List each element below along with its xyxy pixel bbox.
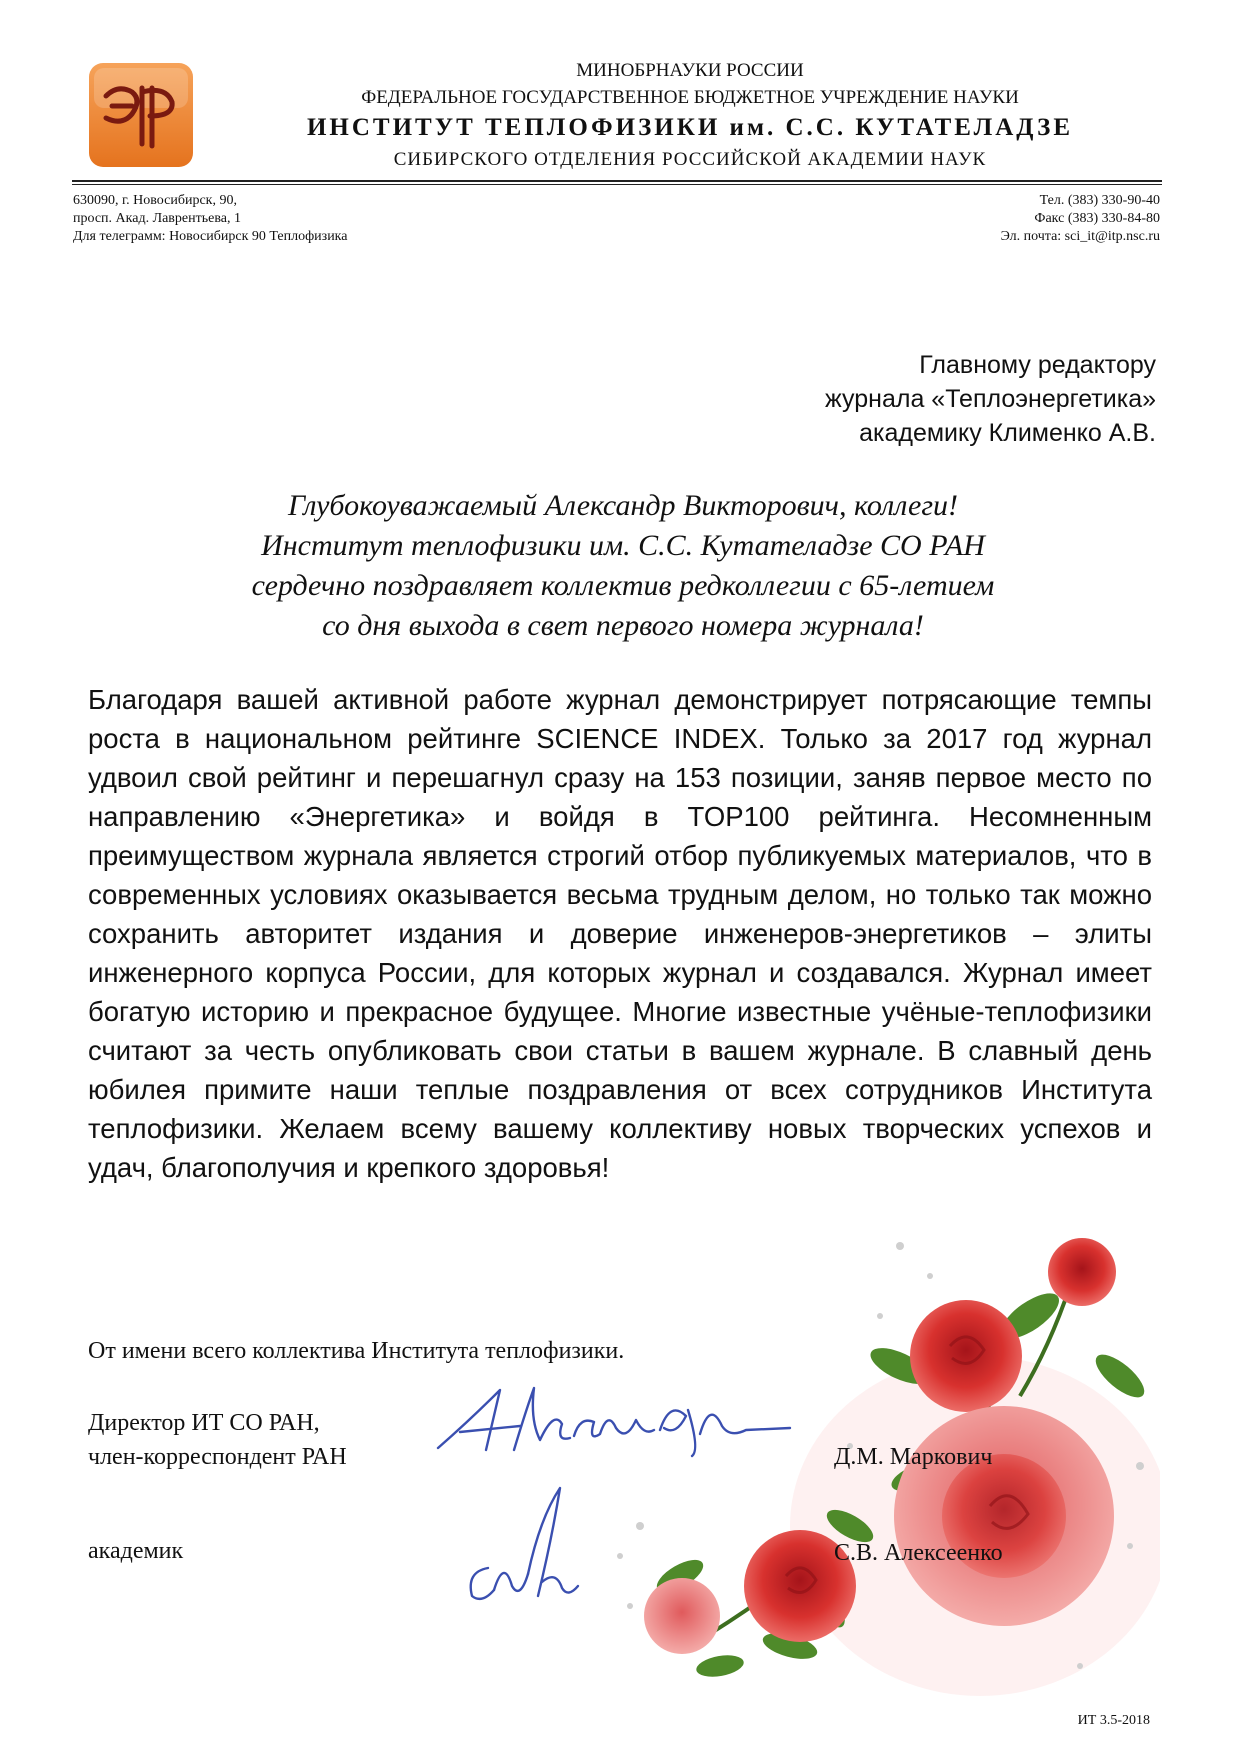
header-ministry: МИНОБРНАУКИ РОССИИ xyxy=(576,60,804,81)
addressee-line: академику Клименко А.В. xyxy=(859,419,1156,447)
academic-name: С.В. Алексеенко xyxy=(834,1540,1003,1566)
director-title-line: член-корреспондент РАН xyxy=(88,1444,347,1470)
header-divider-thin xyxy=(72,184,1162,185)
address-line: просп. Акад. Лаврентьева, 1 xyxy=(73,211,241,226)
addressee-line: Главному редактору xyxy=(919,351,1156,379)
addressee-line: журнала «Теплоэнергетика» xyxy=(825,385,1156,413)
addressee-block xyxy=(825,348,1156,450)
greeting-line: сердечно поздравляет коллектив редколлегии с 65-летием xyxy=(251,569,995,602)
header-fgbu: ФЕДЕРАЛЬНОЕ ГОСУДАРСТВЕННОЕ БЮДЖЕТНОЕ УЧРЕЖДЕНИЕ НАУКИ xyxy=(361,87,1019,108)
academic-signature-icon xyxy=(460,1478,600,1608)
director-title-line: Директор ИТ СО РАН, xyxy=(88,1410,320,1436)
form-code: ИТ 3.5-2018 xyxy=(1077,1713,1150,1728)
address-line: 630090, г. Новосибирск, 90, xyxy=(73,193,237,208)
director-name: Д.М. Маркович xyxy=(834,1444,993,1470)
phone-line: Тел. (383) 330-90-40 xyxy=(1039,193,1160,208)
itp-logo-icon xyxy=(88,62,194,168)
fax-line: Факс (383) 330-84-80 xyxy=(1034,211,1160,226)
academic-title: академик xyxy=(88,1538,184,1564)
greeting-line: со дня выхода в свет первого номера журнала! xyxy=(322,609,924,642)
header-divider xyxy=(72,180,1162,182)
letter-body: Благодаря вашей активной работе журнал демонстрирует потрясающие темпы роста в национальном рейтинге SCIENCE INDEX. Только за 2017 год журнал удвоил свой рейтинг и перешагнул сразу на 153 позиции, заняв первое место по направлению «Энергетика» и войдя в TOP100 рейтинга. Несомненным преимуществом журнала является строгий отбор публикуемых материалов, что в современных условиях оказывается весьма трудным делом, но только так можно сохранить авторитет издания и доверие инженеров-энергетиков – элиты инженерного корпуса России, для которых журнал и создавался. Журнал имеет богатую историю и прекрасное будущее. Многие известные учёные-теплофизики считают за честь опубликовать свои статьи в вашем журнале. В славный день юбилея примите наши теплые поздравления от всех сотрудников Института теплофизики. Желаем всему вашему коллективу новых творческих успехов и удач, благополучия и крепкого здоровья! xyxy=(88,684,1152,1183)
header-branch: СИБИРСКОГО ОТДЕЛЕНИЯ РОССИЙСКОЙ АКАДЕМИИ НАУК xyxy=(393,149,987,170)
telegram-line: Для телеграмм: Новосибирск 90 Теплофизика xyxy=(73,229,348,244)
greeting-line: Глубокоуважаемый Александр Викторович, коллеги! xyxy=(287,489,959,522)
contacts-phone xyxy=(1001,192,1160,246)
greeting-line: Институт теплофизики им. С.С. Кутателадзе СО РАН xyxy=(261,529,985,562)
email-line: Эл. почта: sci_it@itp.nsc.ru xyxy=(1000,229,1160,244)
contacts-address xyxy=(73,192,347,246)
greeting-block xyxy=(88,486,1158,646)
closing-line: От имени всего коллектива Института теплофизики. xyxy=(88,1338,625,1364)
header-institute: ИНСТИТУТ ТЕПЛОФИЗИКИ им. С.С. КУТАТЕЛАДЗЕ xyxy=(306,114,1074,141)
director-signature-icon xyxy=(430,1380,800,1460)
director-title-block xyxy=(88,1406,347,1474)
